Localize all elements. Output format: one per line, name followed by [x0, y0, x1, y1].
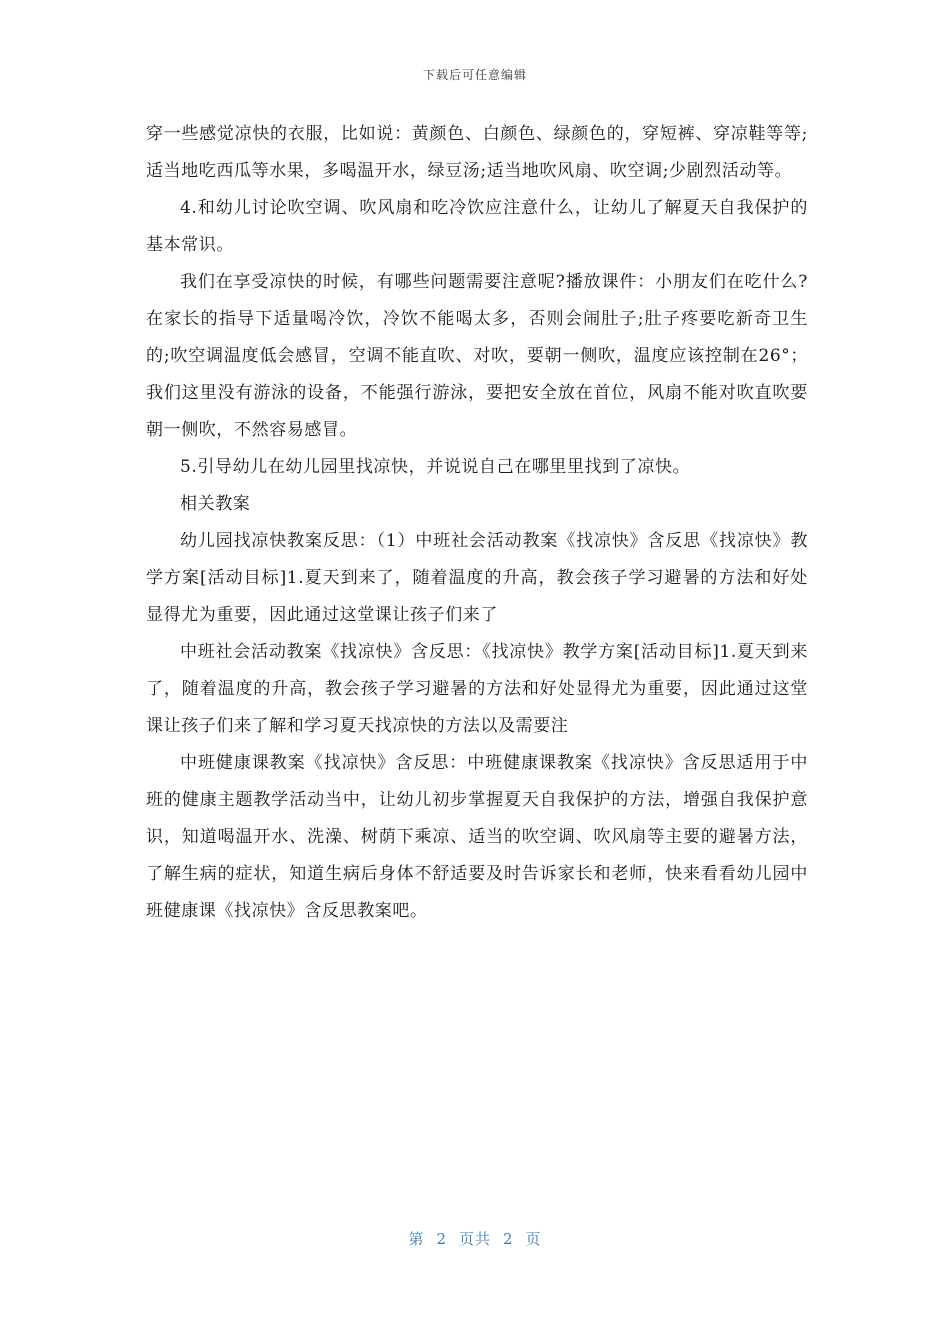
page-header: 下载后可任意编辑: [422, 68, 527, 82]
footer-page-number: 2: [436, 1230, 447, 1248]
paragraph: 4.和幼儿讨论吹空调、吹风扇和吃冷饮应注意什么，让幼儿了解夏天自我保护的基本常识。: [146, 198, 808, 255]
document-body: [146, 116, 808, 930]
paragraph: 中班健康课教案《找凉快》含反思：中班健康课教案《找凉快》含反思适用于中班的健康主题教学活动当中，让幼儿初步掌握夏天自我保护的方法，增强自我保护意识，知道喝温开水、洗澡、树荫下乘凉、适当的吹空调、吹风扇等主要的避暑方法，了解生病的症状，知道生病后身体不舒适要及时告诉家长和老师，快来看看幼儿园中班健康课《找凉快》含反思教案吧。: [146, 753, 808, 921]
paragraph: 穿一些感觉凉快的衣服，比如说：黄颜色、白颜色、绿颜色的，穿短裤、穿凉鞋等等;适当地吃西瓜等水果，多喝温开水，绿豆汤;适当地吹风扇、吹空调;少剧烈活动等。: [146, 124, 808, 181]
footer-suffix: 页: [525, 1230, 542, 1248]
footer-middle: 页共: [458, 1230, 491, 1248]
paragraph: 幼儿园找凉快教案反思：（1）中班社会活动教案《找凉快》含反思《找凉快》教学方案[活动目标]1.夏天到来了，随着温度的升高，教会孩子学习避暑的方法和好处显得尤为重要，因此通过这堂课让孩子们来了: [146, 531, 808, 625]
section-heading: 相关教案: [180, 494, 251, 514]
page-footer: [0, 1228, 950, 1249]
footer-prefix: 第: [408, 1230, 425, 1248]
paragraph: 中班社会活动教案《找凉快》含反思：《找凉快》教学方案[活动目标]1.夏天到来了，随着温度的升高，教会孩子学习避暑的方法和好处显得尤为重要，因此通过这堂课让孩子们来了解和学习夏天找凉快的方法以及需要注: [146, 642, 808, 736]
footer-total-pages: 2: [503, 1230, 514, 1248]
paragraph: 5.引导幼儿在幼儿园里找凉快，并说说自己在哪里里找到了凉快。: [180, 457, 691, 477]
paragraph: 我们在享受凉快的时候，有哪些问题需要注意呢?播放课件：小朋友们在吃什么?在家长的指导下适量喝冷饮，冷饮不能喝太多，否则会闹肚子;肚子疼要吃新奇卫生的;吹空调温度低会感冒，空调不能直吹、对吹，要朝一侧吹，温度应该控制在26°；我们这里没有游泳的设备，不能强行游泳，要把安全放在首位，风扇不能对吹直吹要朝一侧吹，不然容易感冒。: [146, 272, 808, 440]
